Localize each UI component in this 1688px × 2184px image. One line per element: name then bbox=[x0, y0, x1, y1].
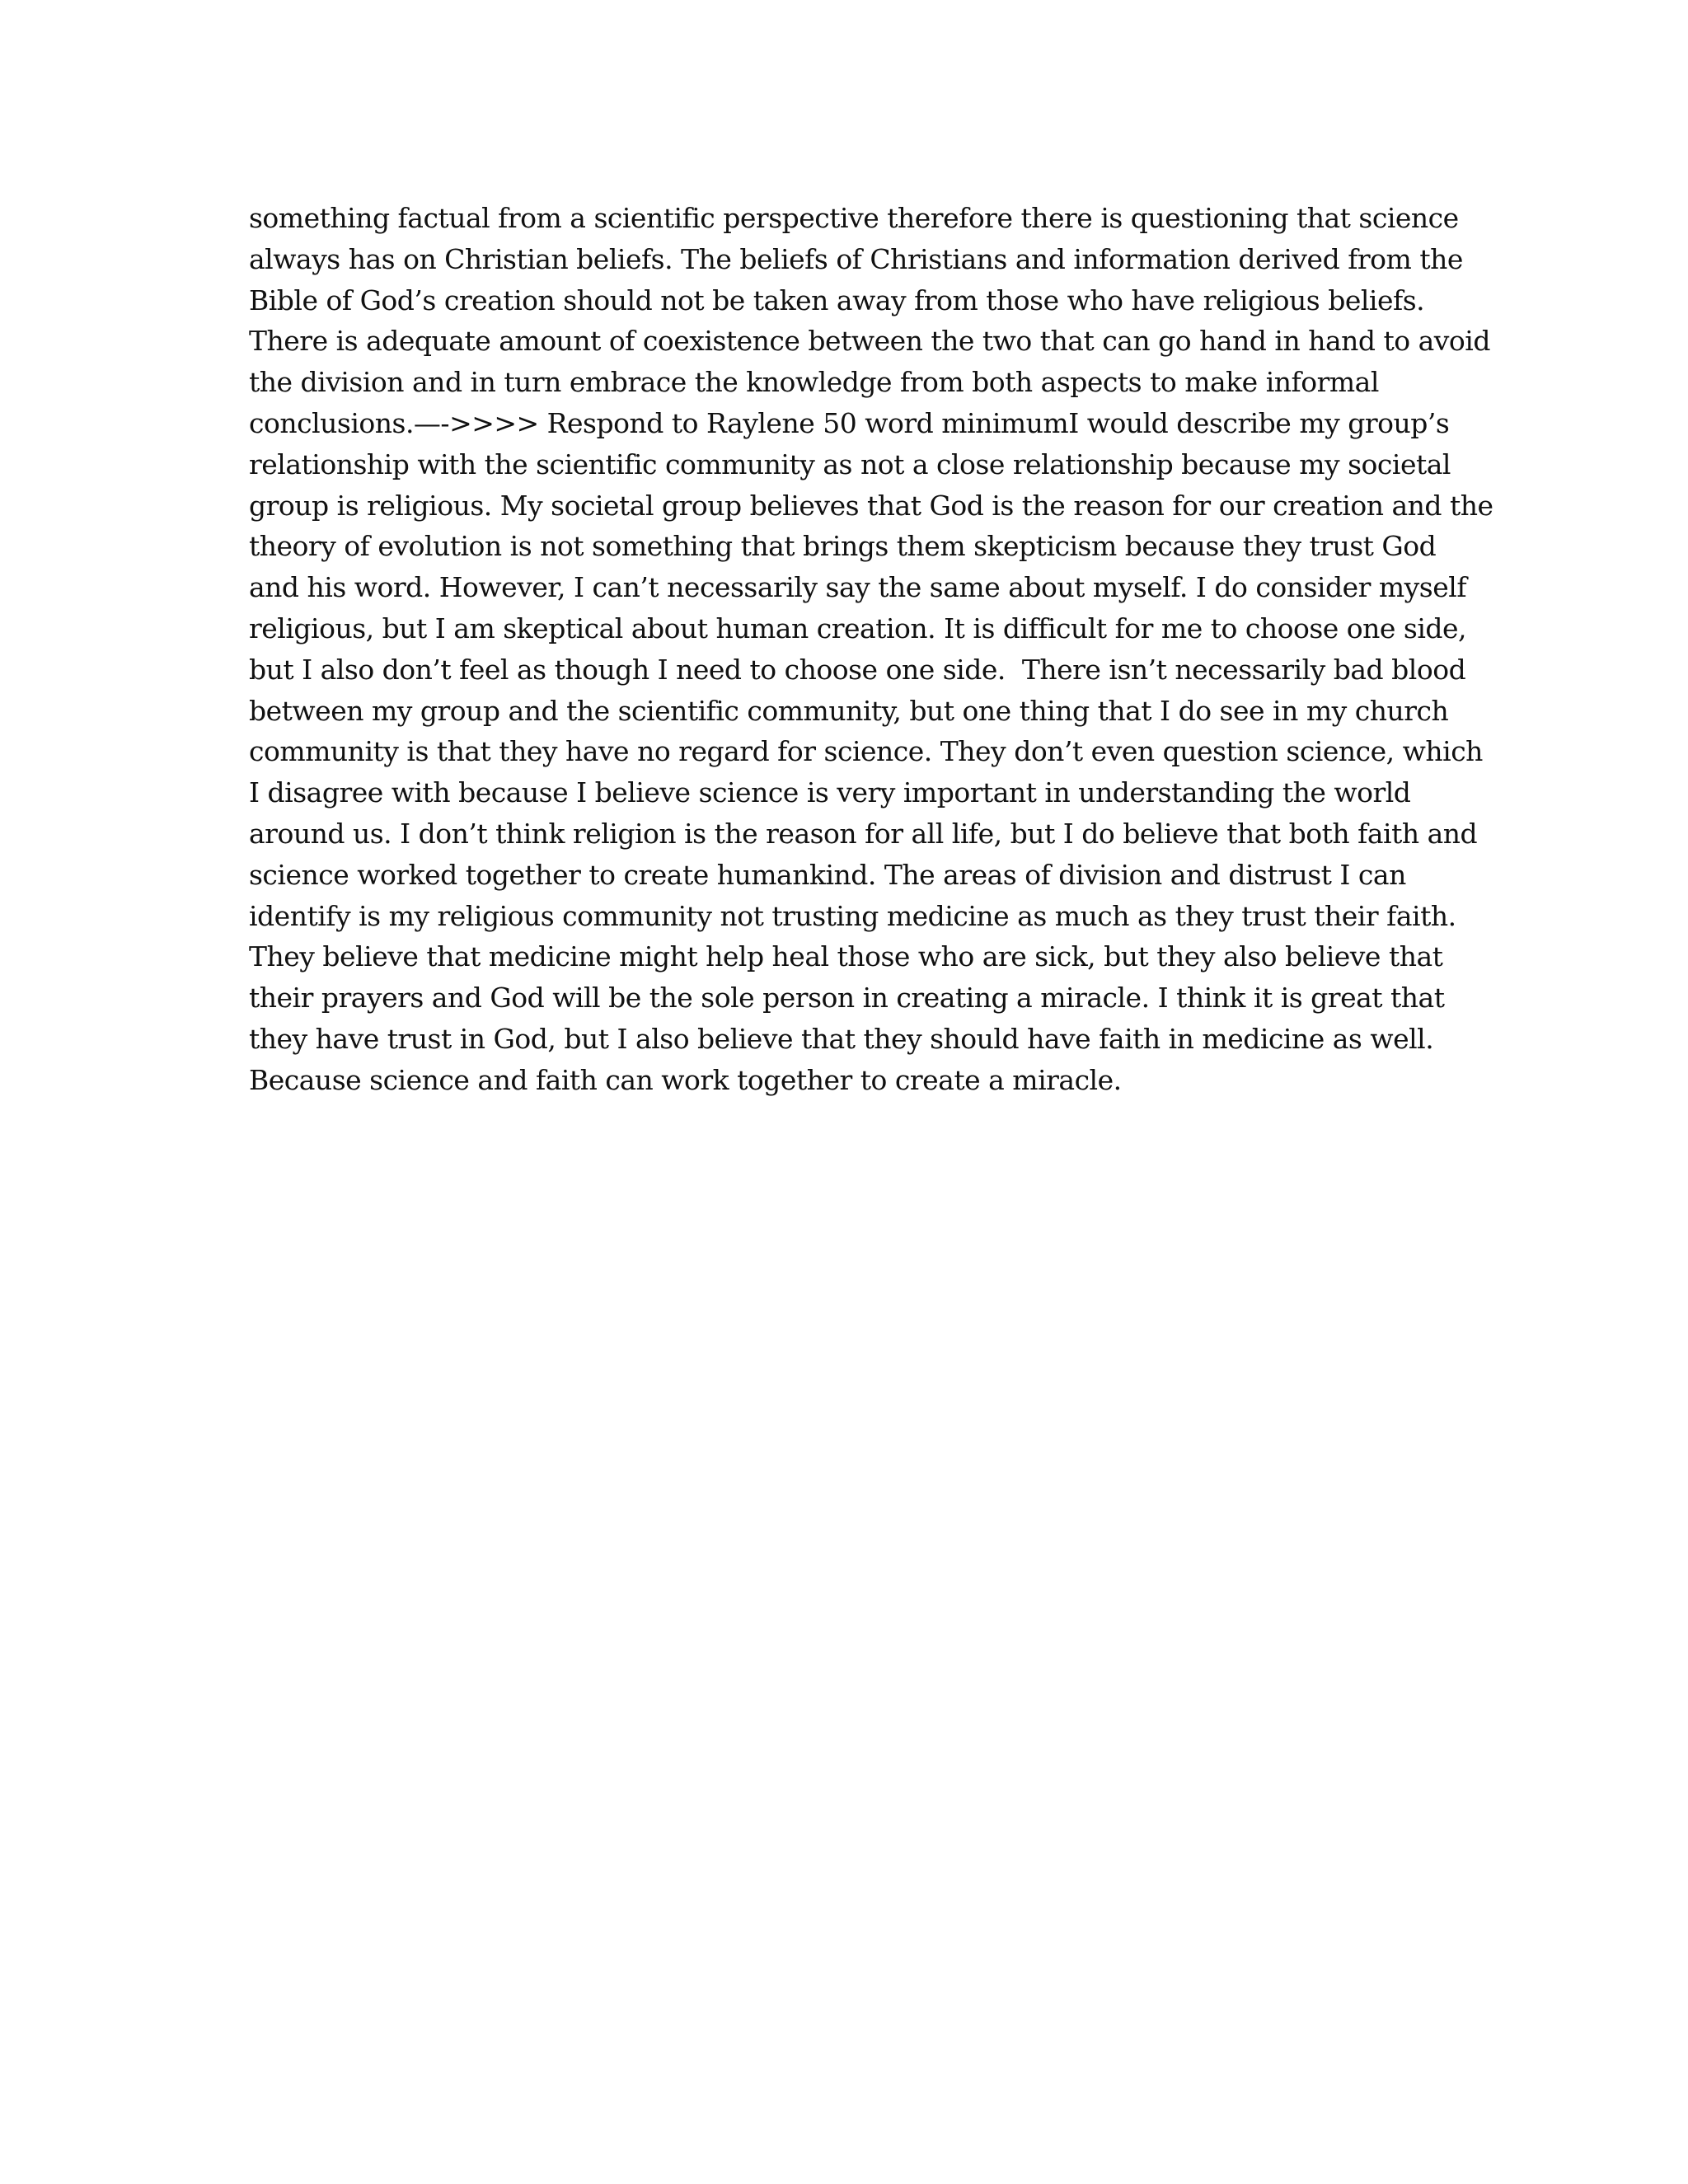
text-line: but I also don’t feel as though I need to choose one side. There isn’t necessarily bad blood bbox=[249, 653, 1466, 686]
text-line: science worked together to create humankind. The areas of division and distrust I can bbox=[249, 858, 1406, 891]
text-line: religious, but I am skeptical about human creation. It is difficult for me to choose one side, bbox=[249, 612, 1467, 644]
text-line: they have trust in God, but I also believe that they should have faith in medicine as well. bbox=[249, 1022, 1434, 1055]
text-line: and his word. However, I can’t necessarily say the same about myself. I do consider myself bbox=[249, 571, 1467, 604]
text-line: They believe that medicine might help heal those who are sick, but they also believe that bbox=[249, 940, 1443, 973]
text-line: their prayers and God will be the sole person in creating a miracle. I think it is great that bbox=[249, 982, 1445, 1015]
text-line: always has on Christian beliefs. The beliefs of Christians and information derived from the bbox=[249, 242, 1463, 275]
text-line: identify is my religious community not trusting medicine as much as they trust their faith. bbox=[249, 899, 1456, 932]
text-line: around us. I don’t think religion is the reason for all life, but I do believe that both faith and bbox=[249, 817, 1478, 850]
text-line: Because science and faith can work together to create a miracle. bbox=[249, 1063, 1122, 1096]
text-line: There is adequate amount of coexistence between the two that can go hand in hand to avoid bbox=[249, 325, 1490, 358]
text-line: community is that they have no regard for science. They don’t even question science, which bbox=[249, 735, 1483, 768]
text-line: between my group and the scientific community, but one thing that I do see in my church bbox=[249, 694, 1449, 727]
text-line: conclusions.—->>>> Respond to Raylene 50 word minimumI would describe my group’s bbox=[249, 406, 1450, 439]
text-line: theory of evolution is not something that brings them skepticism because they trust God bbox=[249, 530, 1437, 563]
text-line: group is religious. My societal group believes that God is the reason for our creation and the bbox=[249, 489, 1493, 522]
text-line: Bible of God’s creation should not be taken away from those who have religious beliefs. bbox=[249, 284, 1425, 316]
text-line: something factual from a scientific perspective therefore there is questioning that science bbox=[249, 202, 1459, 234]
text-line: relationship with the scientific community as not a close relationship because my societal bbox=[249, 448, 1451, 480]
text-line: I disagree with because I believe science is very important in understanding the world bbox=[249, 776, 1411, 809]
body-text bbox=[249, 198, 1493, 1101]
text-line: the division and in turn embrace the knowledge from both aspects to make informal bbox=[249, 366, 1379, 399]
